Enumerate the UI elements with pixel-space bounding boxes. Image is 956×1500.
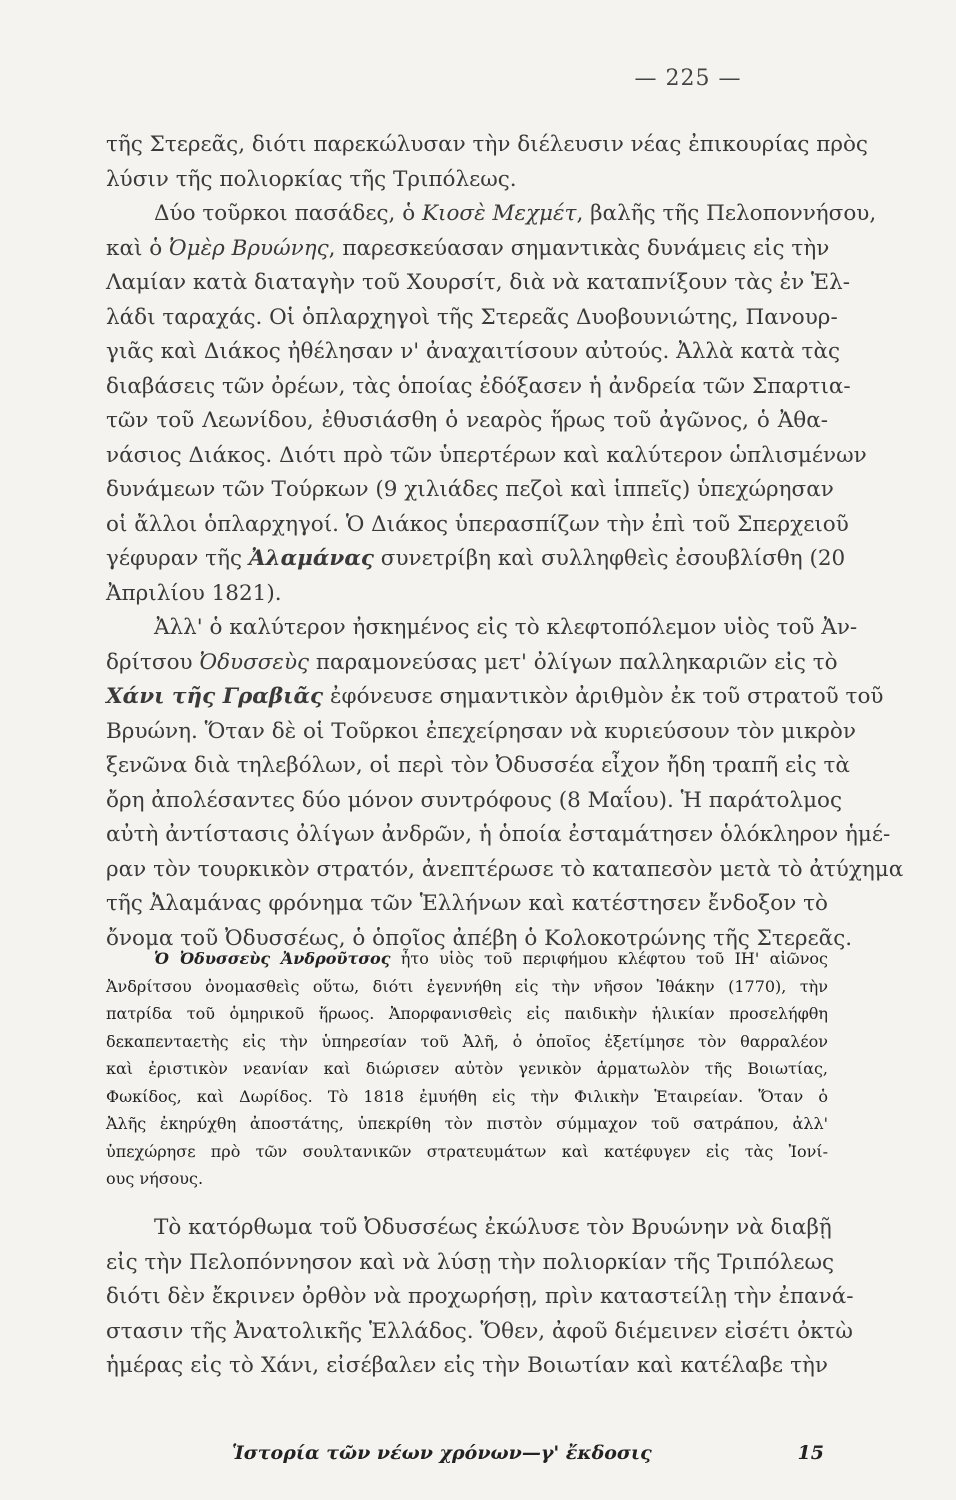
text-run: ἐφόνευσε σημαντικὸν ἀριθμὸν ἐκ τοῦ στρατοῦ τοῦ [323, 684, 884, 709]
main-text-line [106, 473, 834, 508]
main-text-line [106, 439, 867, 474]
text-run: Ὁ Ὀδυσσεὺς Ἀνδροῦτσος [154, 949, 391, 968]
text-run: νάσιος Διάκος. Διότι πρὸ τῶν ὑπερτέρων καὶ καλύτερον ὡπλισμένων [106, 442, 867, 468]
footnote-line [106, 973, 828, 1001]
main-text-line [106, 232, 828, 267]
footnote-line [106, 1055, 828, 1083]
main-text-line [106, 508, 849, 543]
text-run: Τὸ κατόρθωμα τοῦ Ὀδυσσέως ἐκώλυσε τὸν Βρυώνην νὰ διαβῇ [154, 1215, 832, 1240]
main-text-line [106, 370, 851, 405]
text-run: πατρίδα τοῦ ὁμηρικοῦ ἥρωος. Ἀπορφανισθεὶς εἰς παιδικὴν ἡλικίαν προσελήφθη [106, 1004, 828, 1023]
text-run: Χάνι τῆς Γραβιᾶς [106, 684, 324, 709]
text-run: τῆς Στερεᾶς, διότι παρεκώλυσαν τὴν διέλευσιν νέας ἐπικουρίας πρὸς [106, 132, 868, 157]
text-run: ξενῶνα διὰ τηλεβόλων, οἱ περὶ τὸν Ὀδυσσέα εἶχον ἤδη τραπῆ εἰς τὰ [106, 753, 850, 778]
text-run: καὶ ἐριστικὸν νεανίαν καὶ διώρισεν αὐτὸν γενικὸν ἁρματωλὸν τῆς Βοιωτίας, [106, 1059, 828, 1078]
text-run: ἡμέρας εἰς τὸ Χάνι, εἰσέβαλεν εἰς τὴν Βοιωτίαν καὶ κατέλαβε τὴν [106, 1353, 828, 1378]
text-run: λύσιν τῆς πολιορκίας τῆς Τριπόλεως. [106, 166, 517, 192]
main-text-line [106, 404, 828, 439]
main-text-line [106, 542, 846, 577]
text-run: ὑπεχώρησε πρὸ τῶν σουλτανικῶν στρατευμάτων καὶ κατέφυγεν εἰς τὰς Ἰονί- [106, 1141, 828, 1161]
text-run: ὄνομα τοῦ Ὀδυσσέως, ὁ ὁποῖος ἀπέβη ὁ Κολοκοτρώνης τῆς Στερεᾶς. [106, 925, 853, 951]
text-run: λάδι ταραχάς. Οἱ ὁπλαρχηγοὶ τῆς Στερεᾶς Δυοβουνιώτης, Πανουρ- [106, 304, 838, 330]
footnote-line [106, 1138, 828, 1166]
text-run: διότι δὲν ἔκρινεν ὀρθὸν νὰ προχωρήσῃ, πρὶν καταστείλῃ τὴν ἐπανά- [106, 1284, 854, 1309]
text-run: συνετρίβη καὶ συλληφθεὶς ἐσουβλίσθη (20 [373, 546, 846, 571]
continuation-line [106, 1280, 854, 1315]
footnote [106, 945, 828, 1193]
text-run: ἦτο υἱὸς τοῦ περιφήμου κλέφτου τοῦ ΙΗ' αἰῶνος [390, 949, 829, 968]
main-text-line [106, 680, 884, 715]
continuation-line [106, 1246, 835, 1281]
continuation-text [106, 1211, 854, 1384]
main-text [106, 128, 904, 956]
text-run: δεκαπενταετὴς εἰς τὴν ὑπηρεσίαν τοῦ Ἀλῆ, ὁ ὁποῖος ἐξετίμησε τὸν θαρραλέον [106, 1031, 828, 1051]
text-run: οἱ ἄλλοι ὁπλαρχηγοί. Ὁ Διάκος ὑπερασπίζων τὴν ἐπὶ τοῦ Σπερχειοῦ [106, 511, 849, 537]
text-run: παραμονεύσας μετ' ὀλίγων παλληκαριῶν εἰς τὸ [309, 649, 838, 675]
main-text-line [106, 128, 868, 163]
text-run: τῆς Ἀλαμάνας φρόνημα τῶν Ἑλλήνων καὶ κατέστησεν ἔνδοξον τὸ [106, 891, 828, 916]
footnote-line [106, 1000, 828, 1028]
main-text-line [106, 301, 838, 336]
footnote-line [106, 1028, 828, 1056]
text-run: τῶν τοῦ Λεωνίδου, ἐθυσιάσθη ὁ νεαρὸς ἥρως τοῦ ἀγῶνος, ὁ Ἀθα- [106, 408, 828, 433]
text-run: αὐτὴ ἀντίστασις ὀλίγων ἀνδρῶν, ἡ ὁποία ἐσταμάτησεν ὁλόκληρον ἡμέ- [106, 822, 891, 847]
continuation-line [106, 1349, 828, 1384]
text-run: δυνάμεων τῶν Τούρκων (9 χιλιάδες πεζοὶ καὶ ἱππεῖς) ὑπεχώρησαν [106, 477, 834, 502]
signature-note: Ἱστορία τῶν νέων χρόνων—γ' ἔκδοσις [232, 1442, 652, 1464]
text-run: στασιν τῆς Ἀνατολικῆς Ἑλλάδος. Ὅθεν, ἀφοῦ διέμεινεν εἰσέτι ὀκτὼ [106, 1318, 853, 1344]
text-run: Ἀνδρίτσου ὀνομασθεὶς οὕτω, διότι ἐγεννήθη εἰς τὴν νῆσον Ἰθάκην (1770), τὴν [106, 976, 828, 996]
text-run: γιᾶς καὶ Διάκος ἠθέλησαν ν' ἀναχαιτίσουν αὐτούς. Ἀλλὰ κατὰ τὰς [106, 339, 841, 364]
footnote-line [106, 1110, 828, 1138]
text-run: , βαλῆς τῆς Πελοποννήσου, [576, 201, 877, 226]
main-text-line [106, 335, 841, 370]
text-run: Βρυώνη. Ὅταν δὲ οἱ Τοῦρκοι ἐπεχείρησαν νὰ κυριεύσουν τὸν μικρὸν [106, 718, 856, 744]
footnote-line [106, 1165, 828, 1193]
footnote-line [106, 945, 828, 973]
main-text-line [106, 818, 891, 853]
main-text-line [106, 749, 850, 784]
text-run: διαβάσεις τῶν ὀρέων, τὰς ὁποίας ἐδόξασεν ἡ ἀνδρεία τῶν Σπαρτια- [106, 373, 851, 399]
text-run: ὄρη ἀπολέσαντες δύο μόνον συντρόφους (8 Μαΐου). Ἡ παράτολμος [106, 787, 843, 813]
main-text-line [106, 266, 851, 301]
main-text-line [106, 646, 838, 681]
main-text-line [106, 163, 828, 198]
main-text-line [106, 197, 877, 232]
text-run: εἰς τὴν Πελοπόννησον καὶ νὰ λύσῃ τὴν πολιορκίαν τῆς Τριπόλεως [106, 1249, 835, 1275]
continuation-line [106, 1315, 853, 1350]
text-run: Φωκίδος, καὶ Δωρίδος. Τὸ 1818 ἐμυήθη εἰς τὴν Φιλικὴν Ἑταιρείαν. Ὅταν ὁ [106, 1086, 828, 1106]
text-run: Ὀμὲρ Βρυώνης [169, 235, 329, 261]
text-run: Δύο τοῦρκοι πασάδες, ὁ [154, 201, 422, 226]
text-run: , παρεσκεύασαν σημαντικὰς δυνάμεις εἰς τὴν [328, 235, 830, 261]
text-run: Ἀλῆς ἐκηρύχθη ἀποστάτης, ὑπεκρίθη τὸν πιστὸν σύμμαχον τοῦ σατράπου, ἀλλ' [106, 1114, 828, 1133]
main-text-line [106, 853, 904, 888]
main-text-line [106, 577, 828, 612]
main-text-line [106, 611, 858, 646]
text-run: Ὀδυσσεὺς [199, 649, 310, 675]
text-run: ους νήσους. [106, 1169, 204, 1188]
text-run: Λαμίαν κατὰ διαταγὴν τοῦ Χουρσίτ, διὰ νὰ καταπνίξουν τὰς ἐν Ἑλ- [106, 270, 851, 295]
text-run: καὶ ὁ [106, 235, 169, 261]
main-text-line [106, 887, 828, 922]
continuation-line [106, 1211, 832, 1246]
footnote-line [106, 1083, 828, 1111]
text-run: Ἀπριλίου 1821). [106, 580, 282, 606]
signature-number: 15 [797, 1442, 824, 1464]
text-run: γέφυραν τῆς [106, 546, 249, 571]
main-text-line [106, 715, 856, 750]
text-run: ραν τὸν τουρκικὸν στρατόν, ἀνεπτέρωσε τὸ καταπεσὸν μετὰ τὸ ἀτύχημα [106, 856, 904, 882]
text-run: Ἀλλ' ὁ καλύτερον ἠσκημένος εἰς τὸ κλεφτοπόλεμον υἱὸς τοῦ Ἀν- [154, 615, 858, 640]
main-text-line [106, 784, 843, 819]
text-run: δρίτσου [106, 649, 200, 675]
page-number: — 225 — [634, 66, 742, 91]
text-run: Ἀλαμάνας [248, 546, 374, 571]
text-run: Κιοσὲ Μεχμέτ [421, 201, 577, 226]
